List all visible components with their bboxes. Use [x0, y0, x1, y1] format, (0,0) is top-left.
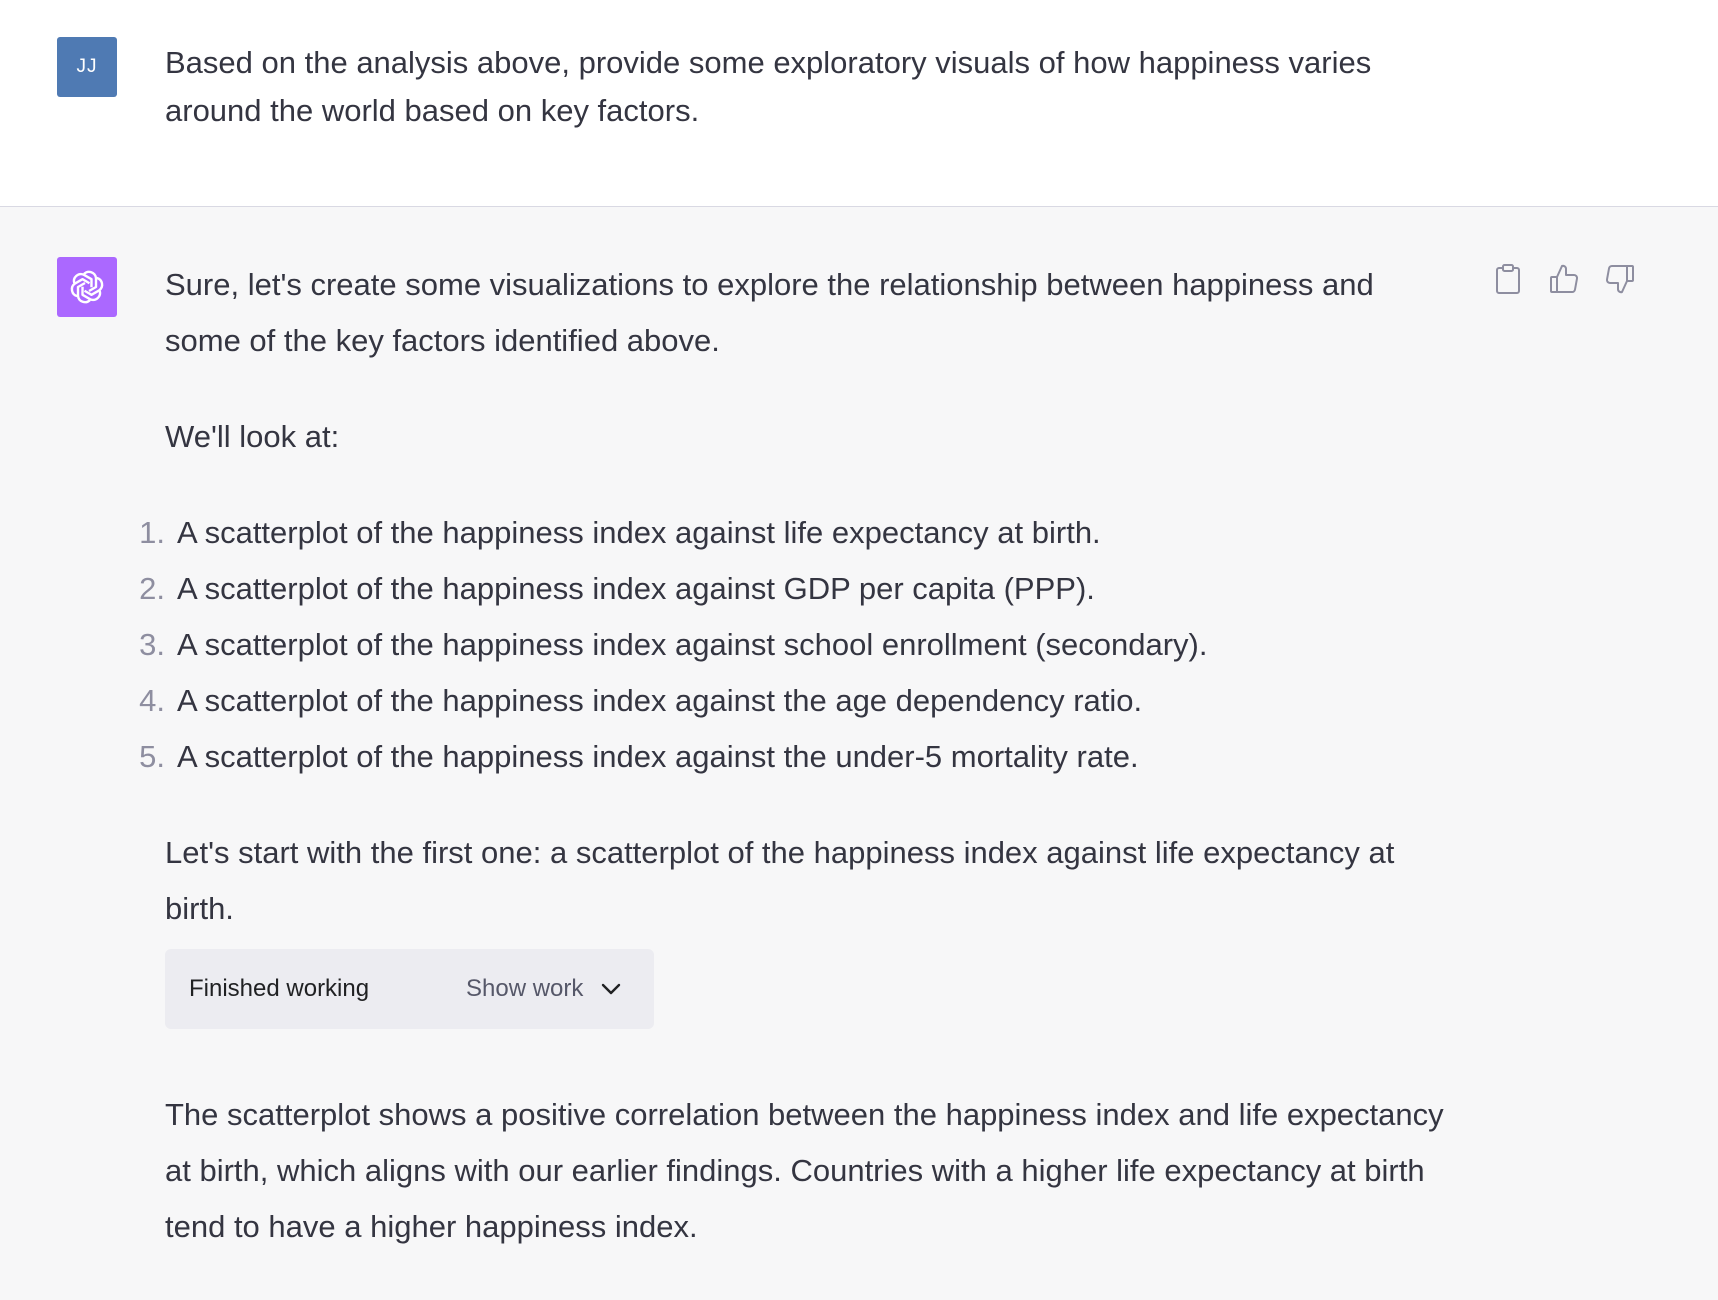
intro-paragraph: Sure, let's create some visualizations to explore the relationship between happiness and some of the key factors identified above.	[165, 267, 1374, 358]
user-avatar	[57, 37, 117, 97]
list-item	[139, 673, 1445, 729]
list-item-number: 4.	[139, 683, 165, 718]
chevron-down-icon	[601, 983, 621, 995]
work-status-label: Finished working	[189, 975, 370, 1002]
list-item-text: A scatterplot of the happiness index against the under-5 mortality rate.	[177, 739, 1139, 774]
thumbs-down-button[interactable]	[1604, 263, 1636, 295]
list-item-text: A scatterplot of the happiness index against school enrollment (secondary).	[177, 627, 1208, 662]
list-item-text: A scatterplot of the happiness index against GDP per capita (PPP).	[177, 571, 1095, 606]
thumbs-up-icon	[1548, 263, 1580, 295]
user-avatar-initials: JJ	[76, 56, 98, 77]
list-item	[139, 729, 1445, 785]
list-item-number: 3.	[139, 627, 165, 662]
list-item	[139, 505, 1445, 561]
user-message	[0, 0, 1718, 207]
conclusion-paragraph: The scatterplot shows a positive correlation between the happiness index and life expectancy at birth, which aligns with our earlier findings. Countries with a higher life expectancy at birth tend to have a higher happiness index.	[165, 1097, 1444, 1244]
visualization-list	[139, 505, 1445, 785]
user-message-text: Based on the analysis above, provide some exploratory visuals of how happiness varies around the world based on key factors.	[165, 45, 1372, 128]
start-paragraph: Let's start with the first one: a scatterplot of the happiness index against life expectancy at birth.	[165, 835, 1395, 926]
thumbs-up-button[interactable]	[1548, 263, 1580, 295]
list-item-text: A scatterplot of the happiness index against the age dependency ratio.	[177, 683, 1143, 718]
show-work-toggle[interactable]	[165, 949, 654, 1029]
list-item-number: 2.	[139, 571, 165, 606]
show-work-button[interactable]	[466, 961, 621, 1017]
assistant-message	[0, 207, 1718, 1300]
list-item	[139, 617, 1445, 673]
assistant-message-content	[139, 257, 1445, 1255]
thumbs-down-icon	[1604, 263, 1636, 295]
list-item-number: 1.	[139, 515, 165, 550]
list-item-text: A scatterplot of the happiness index against life expectancy at birth.	[177, 515, 1101, 550]
copy-button[interactable]	[1492, 263, 1524, 295]
clipboard-icon	[1494, 263, 1522, 295]
show-work-label: Show work	[466, 975, 584, 1002]
openai-logo-icon	[66, 266, 108, 308]
look-at-paragraph: We'll look at:	[165, 419, 340, 454]
assistant-avatar	[57, 257, 117, 317]
list-item	[139, 561, 1445, 617]
list-item-number: 5.	[139, 739, 165, 774]
message-actions	[1492, 263, 1636, 295]
